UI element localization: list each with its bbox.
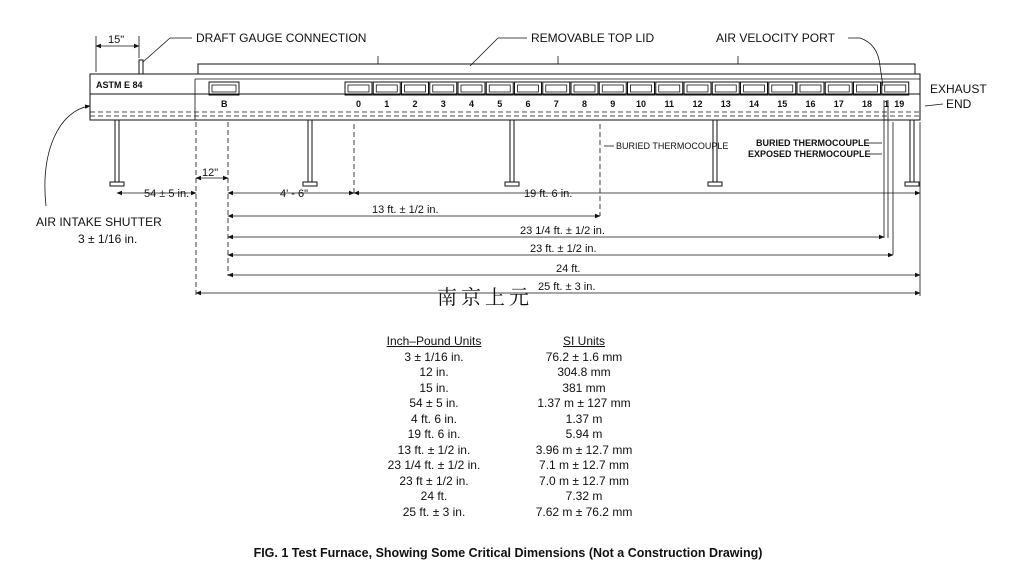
- dim-12: 12": [202, 167, 219, 179]
- inch-pound-value: 23 1/4 ft. ± 1/2 in.: [387, 458, 481, 472]
- dim-13: 13 ft. ± 1/2 in.: [372, 204, 439, 216]
- inch-pound-value: 4 ft. 6 in.: [410, 411, 458, 426]
- si-value: 304.8 mm: [557, 365, 611, 379]
- observation-window: [684, 82, 711, 109]
- observation-window: [458, 82, 485, 109]
- inch-pound-value: 54 ± 5 in.: [409, 396, 459, 410]
- units-table-row: [360, 458, 660, 474]
- dim-19-6: 19 ft. 6 in.: [524, 188, 573, 200]
- window-number: 9: [610, 99, 616, 109]
- exhaust-label-1: EXHAUST: [930, 82, 987, 96]
- inch-pound-value: 19 ft. 6 in.: [407, 427, 461, 441]
- window-number: 16: [805, 99, 816, 109]
- observation-window: [599, 82, 626, 109]
- units-table-row: [360, 505, 660, 521]
- observation-window: [345, 82, 372, 109]
- window-number: 11: [664, 99, 675, 109]
- window-number: 7: [553, 99, 559, 109]
- window-number: 13: [720, 99, 731, 109]
- air-intake-label-1: AIR INTAKE SHUTTER: [36, 215, 162, 229]
- inch-pound-value: 3 ± 1/16 in.: [404, 349, 464, 364]
- units-table: [360, 334, 660, 520]
- exposed-thermocouple: EXPOSED THERMOCOUPLE: [748, 149, 871, 159]
- observation-window: [741, 82, 768, 109]
- window-number: 3: [440, 99, 446, 109]
- inch-pound-value: 24 ft.: [420, 489, 448, 503]
- observation-window: [769, 82, 796, 109]
- inch-pound-value: 23 ft ± 1/2 in.: [399, 473, 469, 488]
- observation-window: [656, 82, 683, 109]
- removable-lid-label: REMOVABLE TOP LID: [531, 31, 655, 45]
- window-number: 12: [692, 99, 703, 109]
- window-number: 19: [894, 99, 905, 109]
- window-number: 10: [635, 99, 647, 109]
- dim-25: 25 ft. ± 3 in.: [538, 281, 596, 293]
- units-table-row: [360, 350, 660, 366]
- window-number: 6: [525, 99, 531, 109]
- units-table-row: [360, 412, 660, 428]
- window-number: 15: [777, 99, 788, 109]
- window-number: 1: [384, 99, 390, 109]
- observation-window: [486, 82, 513, 109]
- buried-thermocouple-mid: BURIED THERMOCOUPLE: [616, 141, 729, 151]
- units-table-row: [360, 474, 660, 490]
- window-number: 5: [497, 99, 503, 109]
- observation-window: [402, 82, 429, 109]
- units-table-row: [360, 443, 660, 459]
- si-value: 7.62 m ± 76.2 mm: [535, 504, 633, 519]
- window-number: 14: [748, 99, 760, 109]
- units-table-row: [360, 427, 660, 443]
- window-number: 17: [833, 99, 844, 109]
- window-number: 8: [581, 99, 588, 109]
- si-value: 1.37 m: [565, 411, 603, 426]
- window-number: 0: [355, 99, 362, 109]
- furnace-body: [90, 74, 920, 120]
- removable-top-lid: [198, 56, 915, 74]
- units-table-row: [360, 396, 660, 412]
- header-inch-pound: Inch–Pound Units: [386, 334, 482, 348]
- window-number: 2: [412, 99, 418, 109]
- inch-pound-value: 25 ft. ± 3 in.: [402, 504, 466, 519]
- window-b: [209, 82, 239, 109]
- figure-caption: FIG. 1 Test Furnace, Showing Some Critical Dimensions (Not a Construction Drawing): [253, 546, 763, 560]
- observation-window: [543, 82, 570, 109]
- si-value: 1.37 m ± 127 mm: [537, 396, 631, 410]
- dim-23: 23 ft. ± 1/2 in.: [530, 243, 597, 255]
- si-value: 76.2 ± 1.6 mm: [545, 349, 623, 364]
- units-table-row: [360, 365, 660, 381]
- window-number: 4: [468, 99, 475, 109]
- observation-window: [825, 82, 852, 109]
- si-value: 381 mm: [562, 380, 606, 395]
- air-intake-label-2: 3 ± 1/16 in.: [78, 232, 138, 246]
- draft-gauge-post: [139, 60, 143, 74]
- observation-window: [712, 82, 739, 109]
- dim-15: 15": [108, 34, 125, 46]
- si-value: 5.94 m: [565, 427, 603, 441]
- units-table-header: [360, 334, 660, 350]
- header-si: SI Units: [562, 334, 605, 348]
- observation-window: [373, 82, 400, 109]
- si-value: 3.96 m ± 12.7 mm: [535, 442, 633, 457]
- air-velocity-label: AIR VELOCITY PORT: [716, 31, 835, 45]
- exhaust-label-2: END: [946, 97, 972, 111]
- units-table-row: [360, 381, 660, 397]
- inch-pound-value: 12 in.: [419, 365, 449, 379]
- dim-54: 54 ± 5 in.: [144, 188, 190, 200]
- inch-pound-value: 13 ft. ± 1/2 in.: [397, 442, 471, 457]
- buried-thermocouple-right: BURIED THERMOCOUPLE: [756, 138, 870, 148]
- observation-window: [854, 82, 881, 109]
- dim-4-6: 4' - 6": [280, 188, 309, 200]
- draft-gauge-label: DRAFT GAUGE CONNECTION: [196, 31, 367, 45]
- inch-pound-value: 15 in.: [419, 380, 449, 395]
- window-number: 18: [861, 99, 873, 109]
- si-value: 7.32 m: [565, 489, 603, 503]
- si-value: 7.0 m ± 12.7 mm: [539, 473, 629, 488]
- units-table-body: [360, 350, 660, 521]
- dim-24: 24 ft.: [556, 263, 581, 275]
- astm-label: ASTM E 84: [96, 80, 143, 90]
- observation-window: [515, 82, 542, 109]
- window-b-label: B: [221, 99, 228, 109]
- observation-window: [571, 82, 598, 109]
- si-value: 7.1 m ± 12.7 mm: [539, 458, 629, 472]
- velocity-port-mark: 1: [884, 99, 890, 109]
- dim-23-1-4: 23 1/4 ft. ± 1/2 in.: [520, 225, 605, 237]
- observation-window: [430, 82, 457, 109]
- observation-windows: [345, 82, 909, 109]
- observation-window: [797, 82, 824, 109]
- observation-window: [628, 82, 655, 109]
- watermark: 南京上元: [437, 287, 533, 309]
- units-table-row: [360, 489, 660, 505]
